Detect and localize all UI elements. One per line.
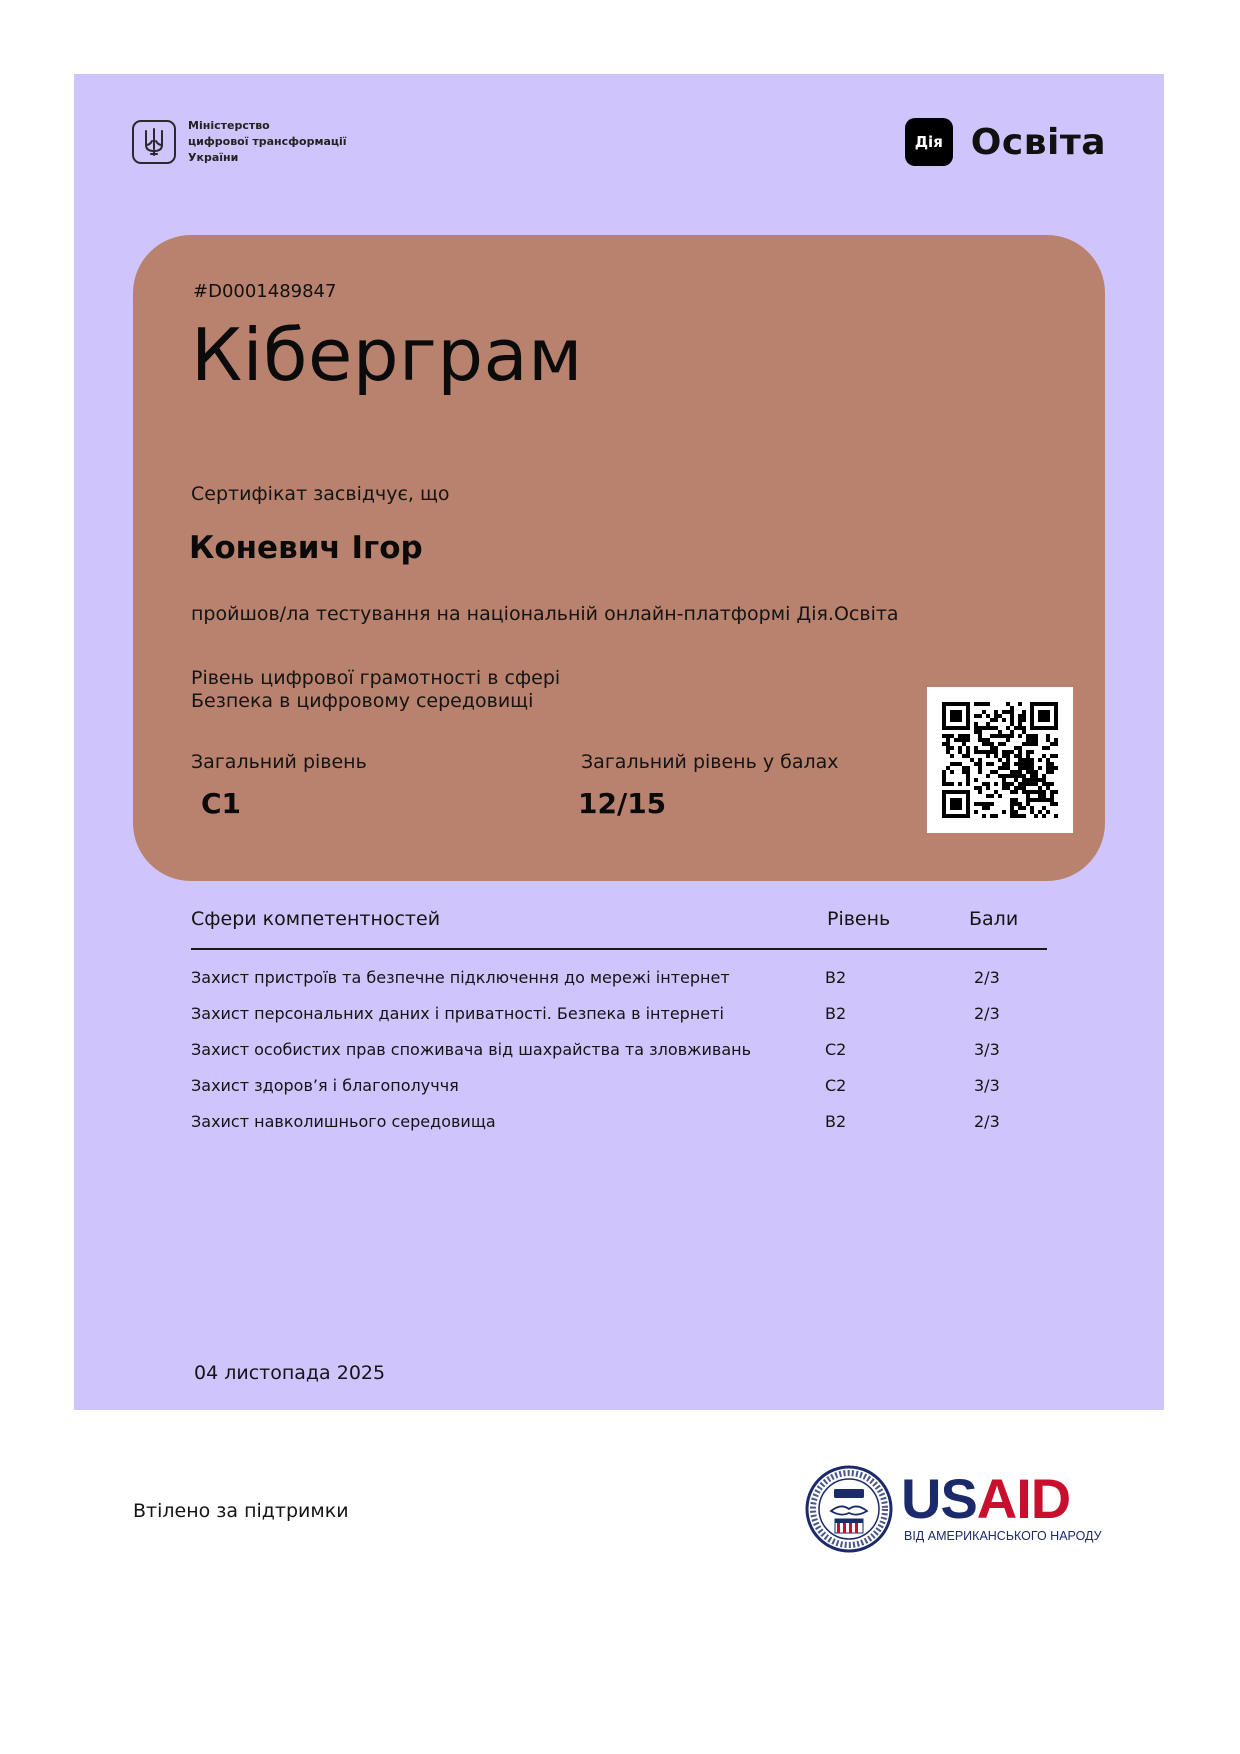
row-level: C2 — [825, 1040, 847, 1059]
usaid-seal-icon — [805, 1465, 893, 1553]
row-score: 2/3 — [974, 1112, 1000, 1131]
trident-icon — [132, 120, 176, 164]
table-row — [191, 968, 1047, 998]
issue-date: 04 листопада 2025 — [194, 1362, 386, 1384]
usaid-aid: AID — [976, 1467, 1071, 1530]
row-level: B2 — [825, 1112, 847, 1131]
ministry-logo — [132, 118, 368, 166]
usaid-tagline: ВІД АМЕРИКАНСЬКОГО НАРОДУ — [904, 1529, 1102, 1543]
row-level: B2 — [825, 968, 847, 987]
certificate-card — [133, 235, 1105, 881]
certificate-intro: Сертифікат засвідчує, що — [191, 483, 450, 505]
overall-level-label: Загальний рівень — [191, 751, 367, 773]
ministry-line-3: України — [188, 151, 239, 164]
ministry-line-2: цифрової трансформації — [188, 135, 347, 148]
overall-level-value: C1 — [201, 787, 242, 820]
diia-logo-icon: Дія — [905, 118, 953, 166]
certificate-id: #D0001489847 — [193, 281, 337, 302]
table-row — [191, 1076, 1047, 1106]
row-area: Захист здоров’я і благополуччя — [191, 1076, 459, 1095]
table-row — [191, 1004, 1047, 1034]
header-level: Рівень — [827, 908, 891, 930]
row-score: 3/3 — [974, 1040, 1000, 1059]
header — [132, 118, 1106, 172]
header-divider — [191, 948, 1047, 950]
row-score: 2/3 — [974, 968, 1000, 987]
qr-code-icon[interactable] — [927, 687, 1073, 833]
row-score: 3/3 — [974, 1076, 1000, 1095]
row-score: 2/3 — [974, 1004, 1000, 1023]
usaid-us: US — [901, 1467, 977, 1530]
course-title: Кіберграм — [191, 313, 583, 397]
passed-text: пройшов/ла тестування на національній онлайн-платформі Дія.Освіта — [191, 603, 899, 625]
table-row — [191, 1040, 1047, 1070]
usaid-wordmark — [901, 1467, 1071, 1530]
row-area: Захист персональних даних і приватності. Безпека в інтернеті — [191, 1004, 724, 1023]
diia-osvita-logo — [905, 118, 1106, 166]
support-text: Втілено за підтримки — [133, 1500, 349, 1522]
usaid-logo — [805, 1463, 1105, 1559]
overall-score-value: 12/15 — [578, 787, 667, 820]
ministry-line-1: Міністерство — [188, 119, 270, 132]
header-area: Сфери компетентностей — [191, 908, 441, 930]
row-area: Захист навколишнього середовища — [191, 1112, 496, 1131]
header-score: Бали — [969, 908, 1019, 930]
level-description — [191, 667, 560, 713]
row-area: Захист особистих прав споживача від шахрайства та зловживань — [191, 1040, 752, 1059]
brand-name: Освіта — [970, 121, 1106, 163]
row-level: B2 — [825, 1004, 847, 1023]
level-description-line-1: Рівень цифрової грамотності в сфері — [191, 667, 561, 689]
level-description-line-2: Безпека в цифровому середовищі — [191, 690, 534, 712]
overall-score-label: Загальний рівень у балах — [581, 751, 839, 773]
table-row — [191, 1112, 1047, 1142]
row-level: C2 — [825, 1076, 847, 1095]
person-name: Коневич Ігор — [189, 530, 423, 566]
ministry-name — [188, 118, 368, 166]
row-area: Захист пристроїв та безпечне підключення до мережі інтернет — [191, 968, 730, 987]
